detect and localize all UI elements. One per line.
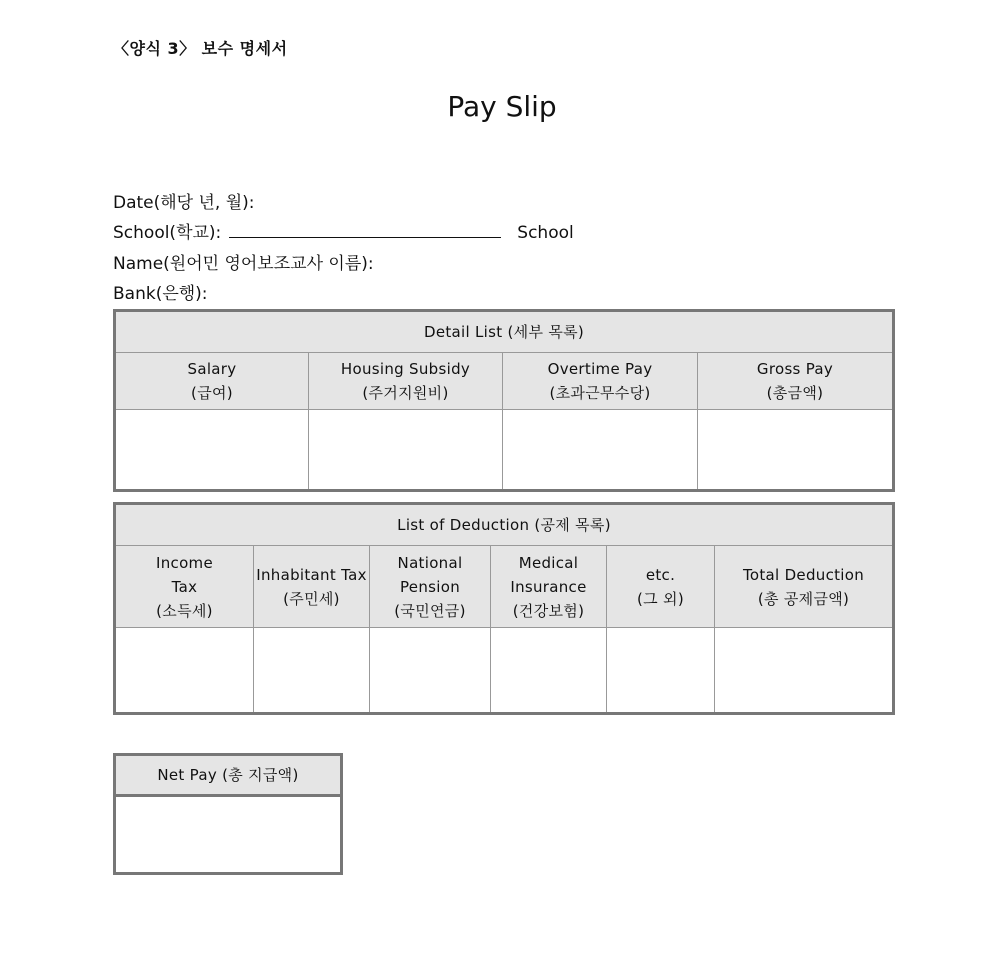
column-national-pension-line1: National bbox=[397, 553, 463, 572]
column-housing-subsidy-ko: (주거지원비) bbox=[362, 384, 449, 402]
total-deduction-value-cell[interactable] bbox=[715, 628, 894, 714]
column-gross-pay bbox=[698, 353, 894, 410]
document-title: Pay Slip bbox=[447, 90, 557, 123]
column-national-pension-line2: Pension bbox=[399, 577, 460, 596]
deduction-list-title: List of Deduction (공제 목록) bbox=[115, 504, 894, 546]
medical-insurance-value-cell[interactable] bbox=[491, 628, 607, 714]
school-blank-field[interactable] bbox=[229, 223, 501, 238]
inhabitant-tax-value-cell[interactable] bbox=[254, 628, 370, 714]
column-medical-insurance bbox=[491, 546, 607, 628]
column-income-tax bbox=[115, 546, 254, 628]
overtime-pay-value-cell[interactable] bbox=[503, 410, 698, 491]
column-inhabitant-tax bbox=[254, 546, 370, 628]
etc-value-cell[interactable] bbox=[607, 628, 715, 714]
column-national-pension bbox=[370, 546, 491, 628]
column-national-pension-ko: (국민연금) bbox=[394, 601, 466, 620]
column-etc bbox=[607, 546, 715, 628]
net-pay-value-cell[interactable] bbox=[115, 796, 342, 874]
column-gross-pay-ko: (총금액) bbox=[766, 384, 824, 402]
column-income-tax-line2: Tax bbox=[171, 577, 198, 596]
bank-label: Bank(은행): bbox=[113, 284, 208, 304]
national-pension-value-cell[interactable] bbox=[370, 628, 491, 714]
form-code: 〈양식 3〉 보수 명세서 bbox=[113, 39, 288, 58]
gross-pay-value-cell[interactable] bbox=[698, 410, 894, 491]
bank-line bbox=[113, 279, 208, 304]
column-overtime-pay-en: Overtime Pay bbox=[547, 360, 653, 378]
column-salary-en: Salary bbox=[187, 360, 237, 378]
net-pay-table bbox=[113, 753, 343, 875]
school-label: School(학교): bbox=[113, 223, 222, 243]
column-total-deduction-line1: Total Deduction bbox=[742, 565, 865, 584]
column-overtime-pay bbox=[503, 353, 698, 410]
column-medical-insurance-ko: (건강보험) bbox=[512, 601, 585, 620]
school-suffix: School bbox=[517, 223, 574, 243]
column-inhabitant-tax-ko: (주민세) bbox=[283, 589, 340, 608]
date-line bbox=[113, 188, 255, 213]
column-inhabitant-tax-line1: Inhabitant Tax bbox=[256, 565, 367, 584]
column-etc-ko: (그 외) bbox=[637, 589, 684, 608]
name-label: Name(원어민 영어보조교사 이름): bbox=[113, 254, 374, 274]
deduction-list-table bbox=[113, 502, 895, 715]
school-line bbox=[113, 218, 574, 243]
column-total-deduction bbox=[715, 546, 894, 628]
column-income-tax-line1: Income bbox=[156, 553, 213, 572]
column-medical-insurance-line2: Insurance bbox=[510, 577, 587, 596]
column-medical-insurance-line1: Medical bbox=[518, 553, 579, 572]
salary-value-cell[interactable] bbox=[115, 410, 309, 491]
column-total-deduction-ko: (총 공제금액) bbox=[757, 589, 850, 608]
column-etc-line1: etc. bbox=[645, 565, 676, 584]
column-housing-subsidy-en: Housing Subsidy bbox=[340, 360, 471, 378]
column-overtime-pay-ko: (초과근무수당) bbox=[549, 384, 651, 402]
detail-list-table bbox=[113, 309, 895, 492]
column-housing-subsidy bbox=[309, 353, 503, 410]
column-gross-pay-en: Gross Pay bbox=[756, 360, 834, 378]
detail-list-title: Detail List (세부 목록) bbox=[115, 311, 894, 353]
housing-subsidy-value-cell[interactable] bbox=[309, 410, 503, 491]
column-salary-ko: (급여) bbox=[191, 384, 233, 402]
column-salary bbox=[115, 353, 309, 410]
date-label: Date(해당 년, 월): bbox=[113, 193, 255, 213]
income-tax-value-cell[interactable] bbox=[115, 628, 254, 714]
name-line bbox=[113, 249, 374, 274]
net-pay-title: Net Pay (총 지급액) bbox=[115, 755, 342, 796]
column-income-tax-ko: (소득세) bbox=[156, 601, 213, 620]
